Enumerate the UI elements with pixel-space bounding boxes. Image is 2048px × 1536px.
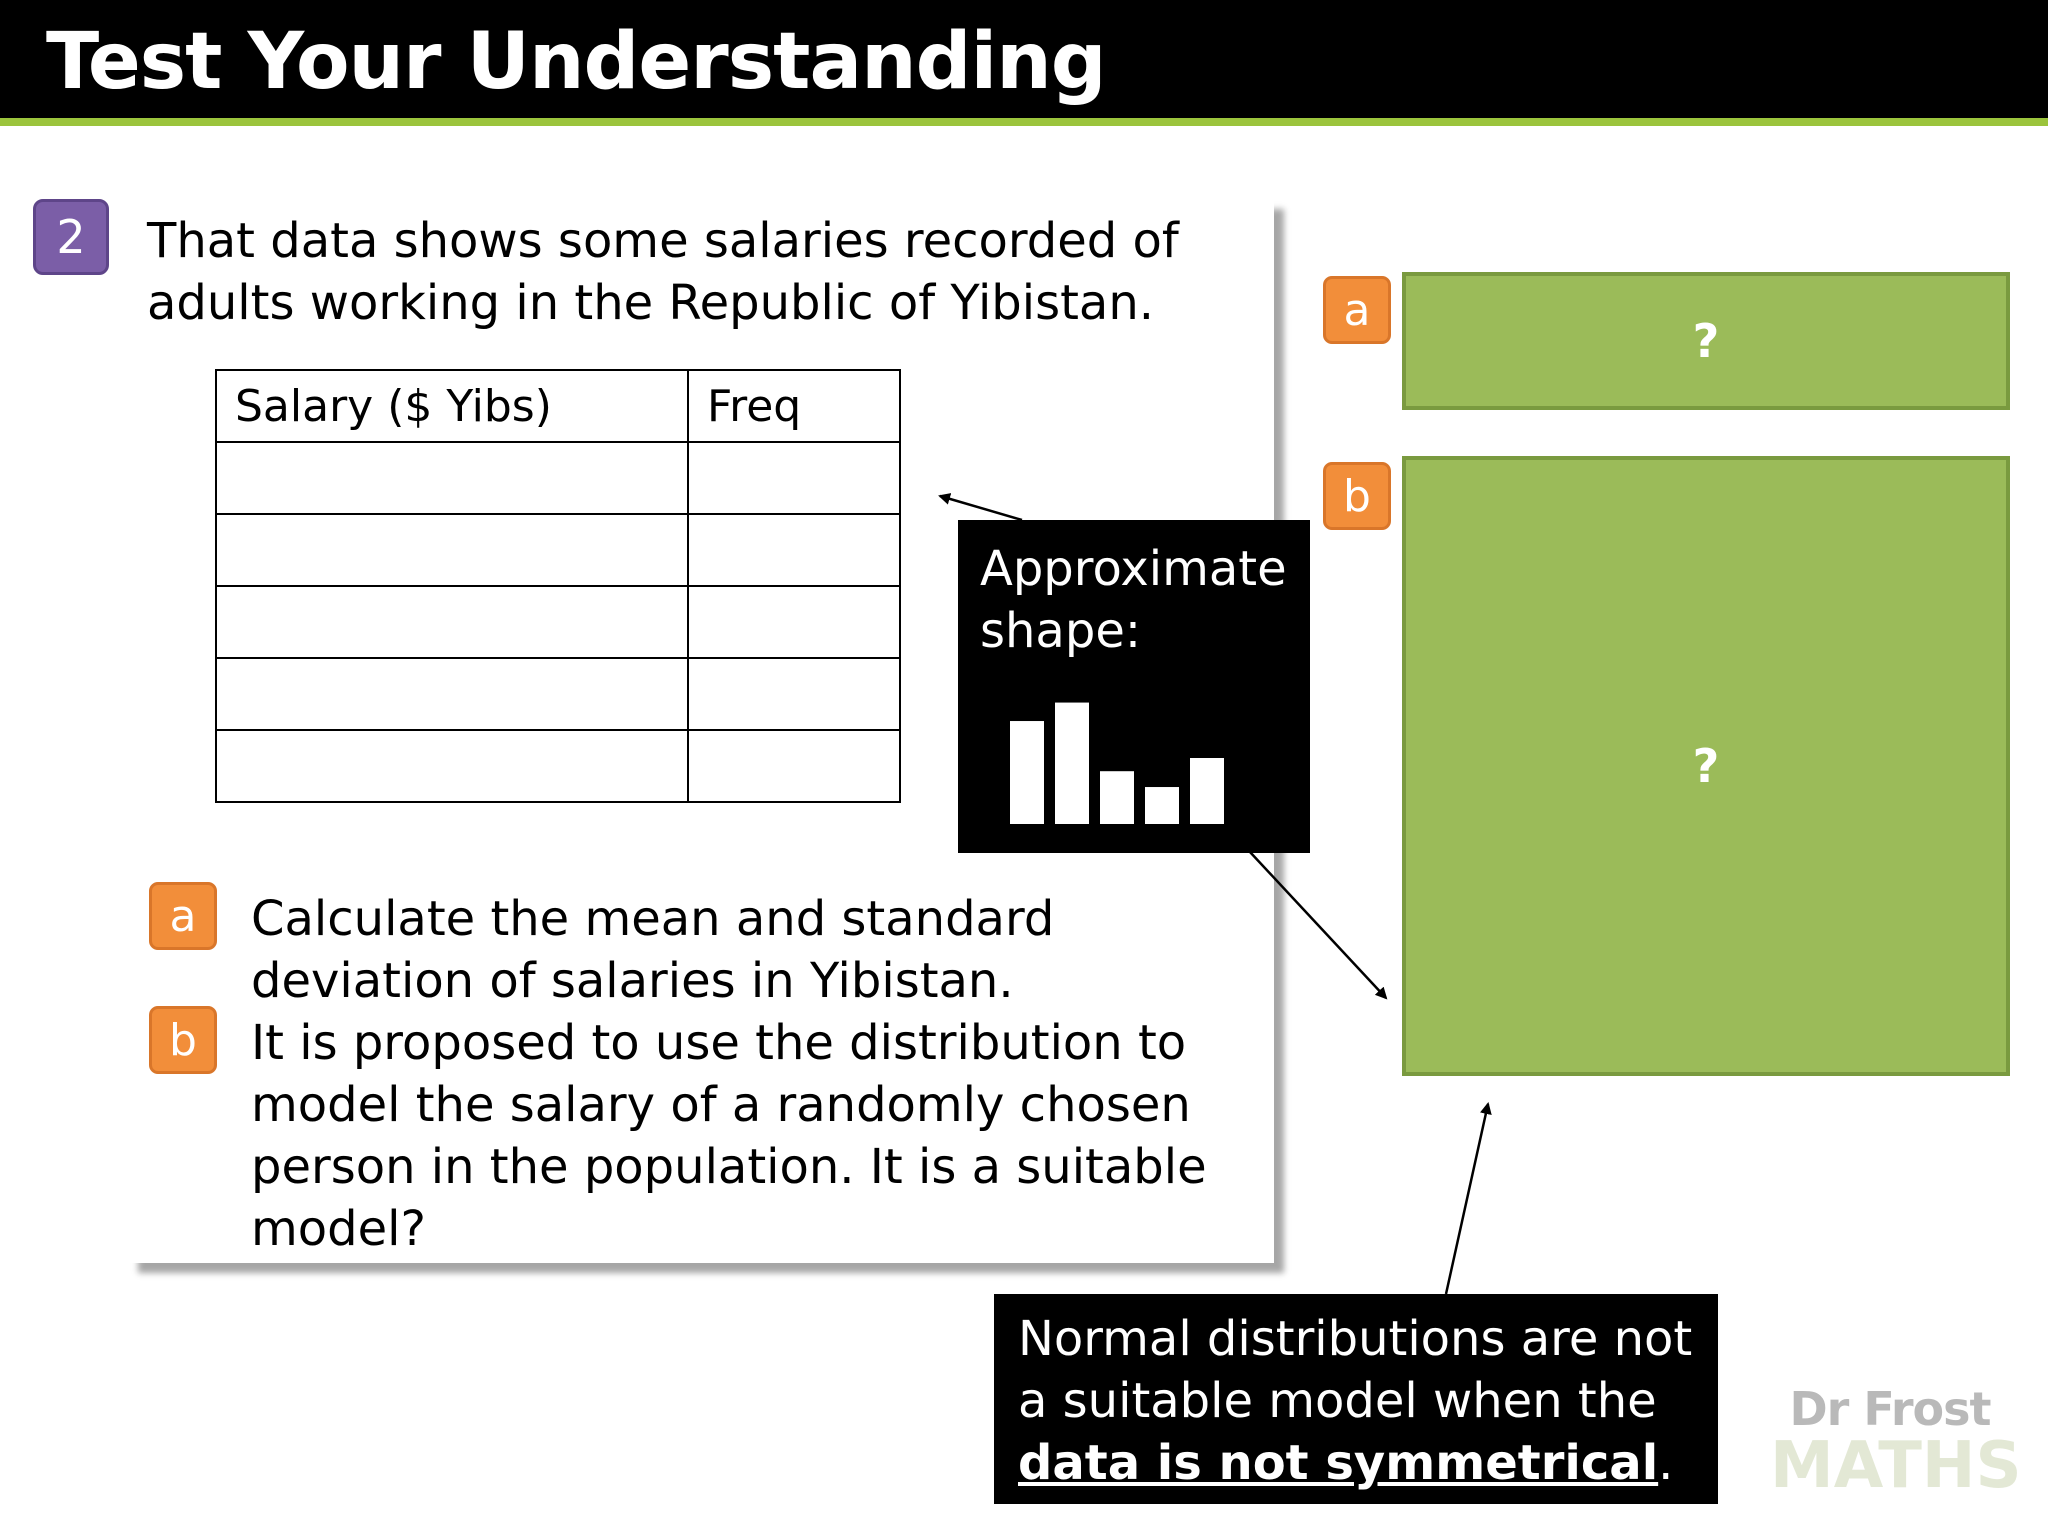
note-text: Normal distributions are not a suitable model when the: [1018, 1311, 1693, 1429]
arrow-to-table: [940, 496, 1022, 520]
logo-top-text: Dr Frost: [1789, 1382, 1991, 1436]
column-header-freq: Freq: [688, 370, 900, 442]
arrow-from-note: [1446, 1104, 1488, 1294]
answer-b-value: ?: [1692, 739, 1720, 793]
shape-hint-label: Approximate shape:: [980, 541, 1287, 659]
answer-a-value: ?: [1692, 314, 1720, 368]
logo-bottom-text: MATHS: [1770, 1429, 2022, 1503]
note-emphasis: data is not symmetrical: [1018, 1435, 1659, 1491]
note-text-end: .: [1658, 1435, 1674, 1491]
page-title: Test Your Understanding: [46, 17, 1106, 107]
answer-b-badge: b: [1323, 462, 1391, 530]
arrow-to-answer-b: [1250, 852, 1386, 998]
part-a-badge: a: [149, 882, 217, 950]
dr-frost-logo: [1770, 1382, 2022, 1503]
part-a-text: Calculate the mean and standard deviation of salaries in Yibistan.: [251, 891, 1055, 1009]
answer-a-badge: a: [1323, 276, 1391, 344]
question-number-badge: 2: [33, 199, 109, 275]
column-header-salary: Salary ($ Yibs): [216, 370, 688, 442]
part-b-badge: b: [149, 1006, 217, 1074]
question-intro: That data shows some salaries recorded of adults working in the Republic of Yibistan.: [147, 213, 1179, 331]
part-b-text: It is proposed to use the distribution to model the salary of a randomly chosen person in the population. It is a suitable model?: [251, 1015, 1207, 1257]
